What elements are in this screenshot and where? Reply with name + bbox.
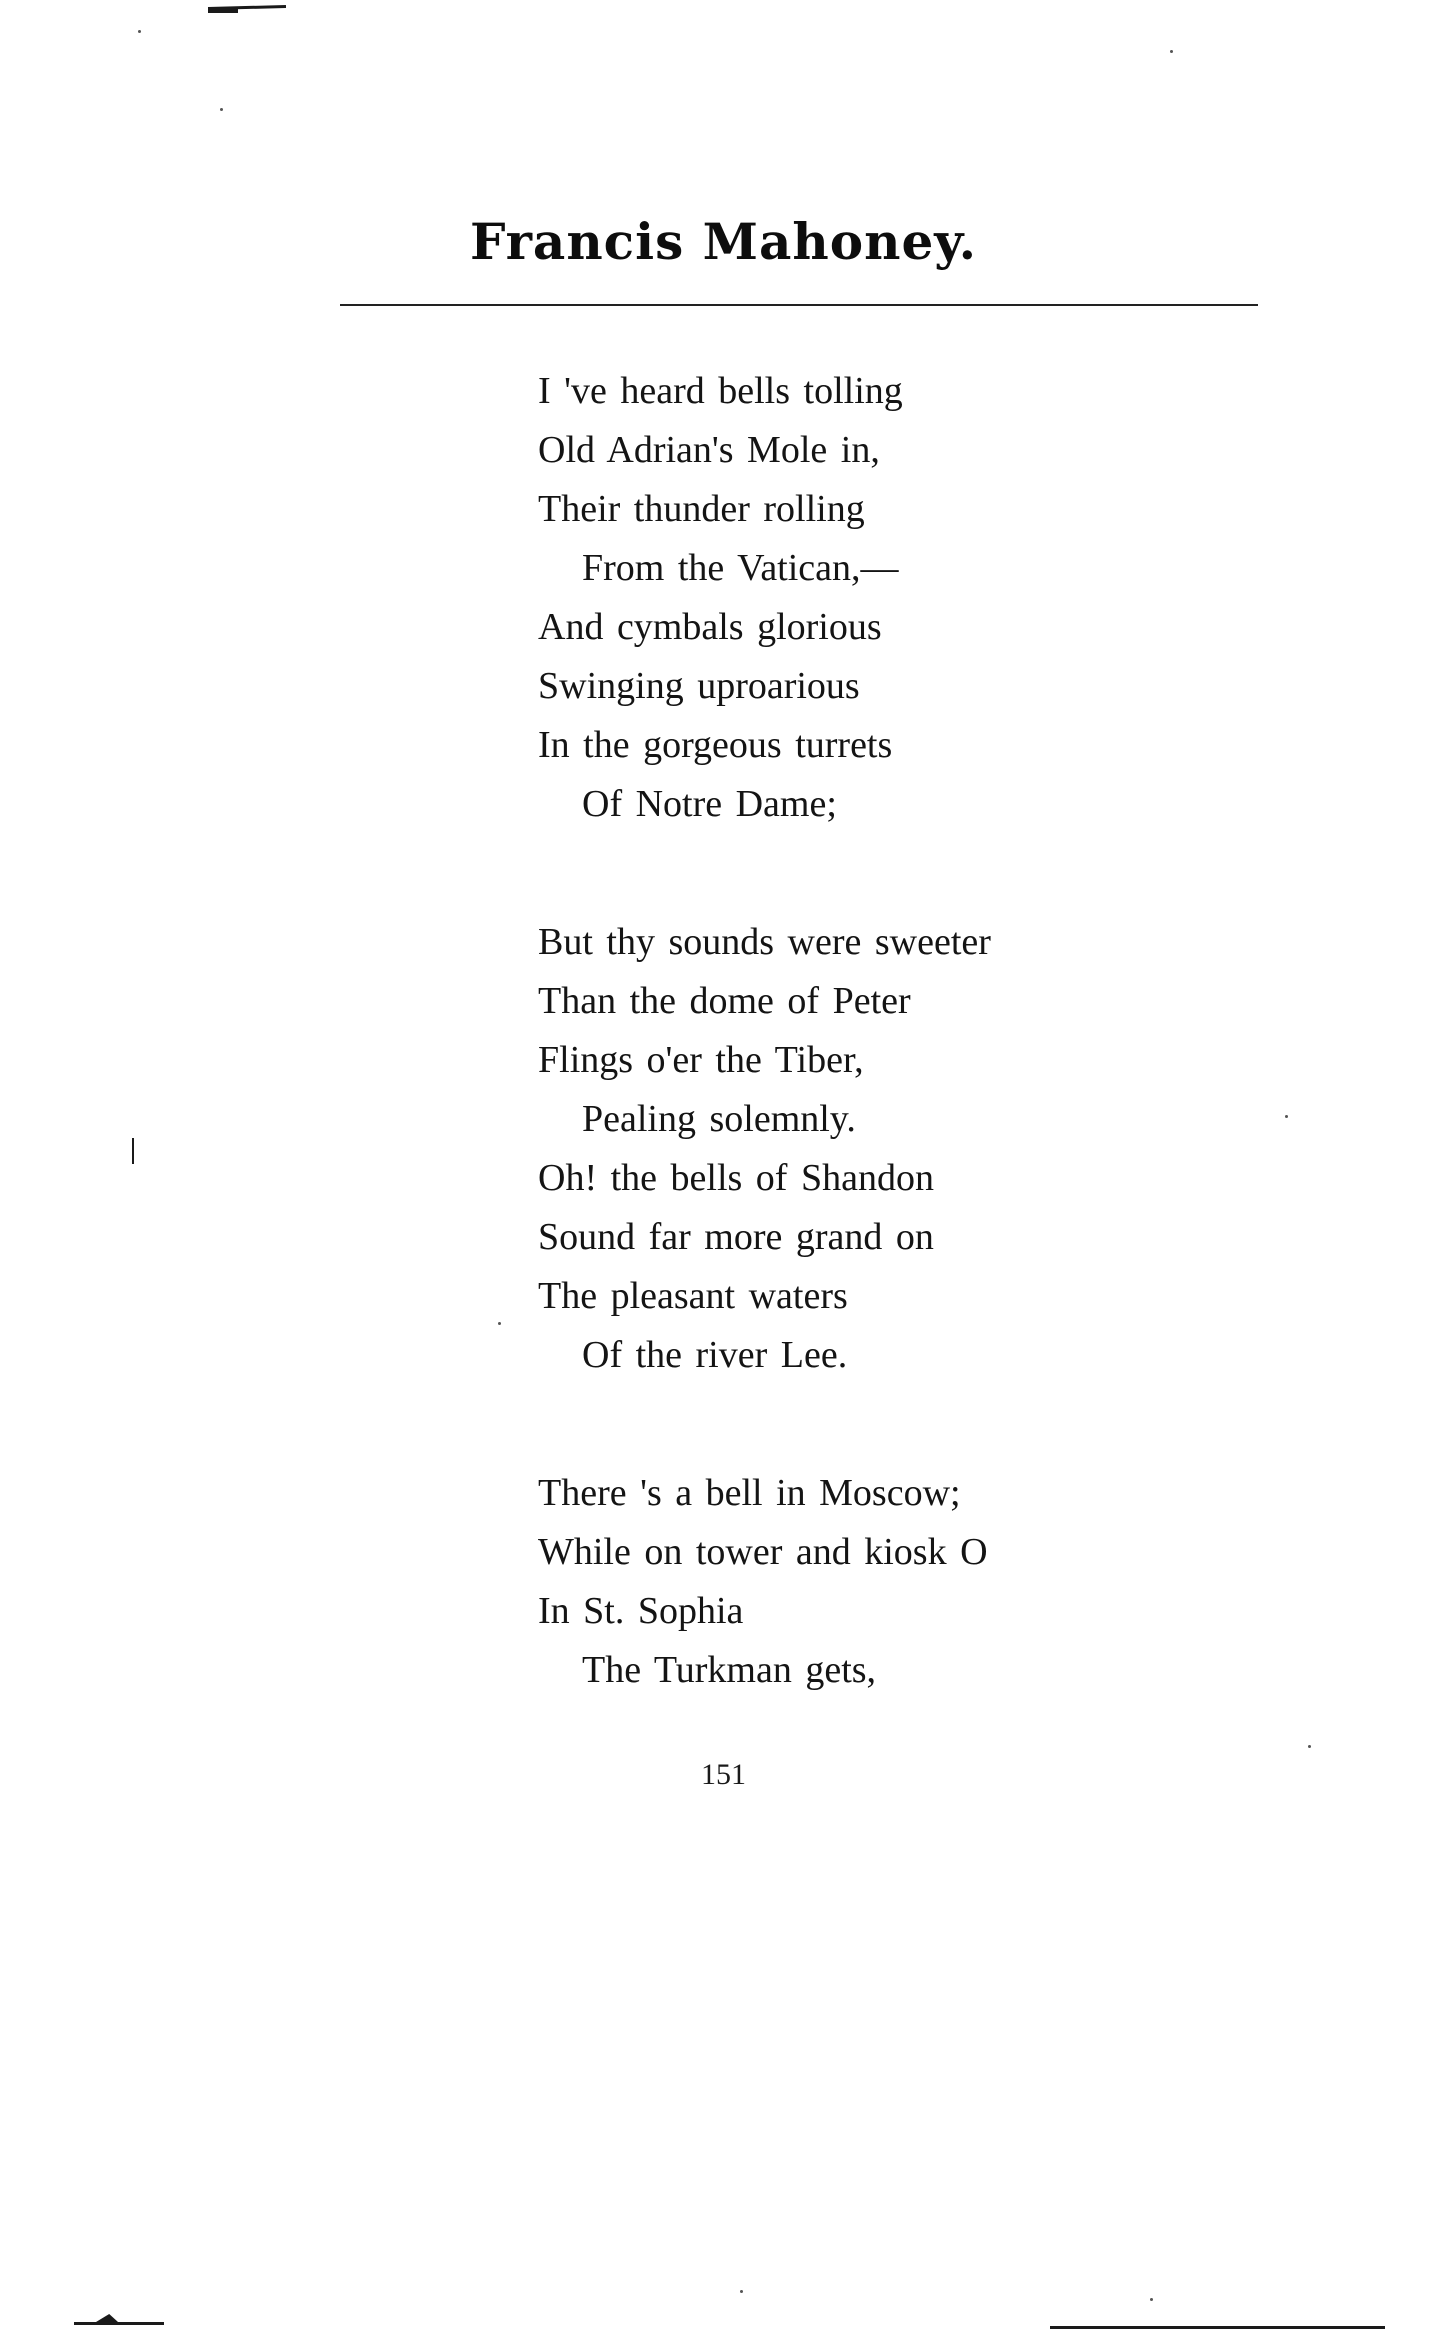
poem-line: Pealing solemnly.	[582, 1098, 856, 1140]
scan-speck	[740, 2290, 743, 2293]
poem-line: While on tower and kiosk O	[538, 1531, 988, 1573]
stanza-3	[538, 1464, 1158, 1700]
poem-line: The Turkman gets,	[582, 1649, 877, 1691]
scan-mark-bottom-left	[74, 2322, 164, 2325]
poem-body	[538, 362, 1158, 1779]
scan-mark-left	[132, 1138, 134, 1164]
poem-line: Than the dome of Peter	[538, 980, 911, 1022]
poem-line: In the gorgeous turrets	[538, 724, 893, 766]
poem-line: I 've heard bells tolling	[538, 370, 903, 412]
stanza-2	[538, 913, 1158, 1385]
scan-mark-top-stub	[208, 9, 238, 13]
scan-mark-bottom-right	[1050, 2326, 1385, 2329]
poem-line: There 's a bell in Moscow;	[538, 1472, 961, 1514]
poem-line: The pleasant waters	[538, 1275, 848, 1317]
scan-speck	[498, 1322, 501, 1325]
header-rule	[340, 304, 1258, 306]
poem-line: In St. Sophia	[538, 1590, 744, 1632]
running-header-title: Francis Mahoney.	[469, 212, 978, 271]
poem-line: But thy sounds were sweeter	[538, 921, 991, 963]
scan-mark-bottom-left-tip	[96, 2314, 118, 2322]
poem-line: Flings o'er the Tiber,	[538, 1039, 864, 1081]
scan-speck	[220, 108, 223, 111]
scan-speck	[1308, 1745, 1311, 1748]
poem-line: Swinging uproarious	[538, 665, 860, 707]
page-number: 151	[701, 1758, 746, 1791]
poem-line: Of the river Lee.	[582, 1334, 848, 1376]
scan-speck	[1285, 1115, 1288, 1118]
poem-line: From the Vatican,—	[582, 547, 899, 589]
poem-line: And cymbals glorious	[538, 606, 882, 648]
scan-speck	[1170, 50, 1173, 53]
poem-line: Of Notre Dame;	[582, 783, 837, 825]
scan-speck	[138, 30, 141, 33]
poem-line: Their thunder rolling	[538, 488, 865, 530]
poem-line: Oh! the bells of Shandon	[538, 1157, 934, 1199]
scan-speck	[1150, 2298, 1153, 2301]
poem-line: Old Adrian's Mole in,	[538, 429, 880, 471]
stanza-1	[538, 362, 1158, 834]
poem-line: Sound far more grand on	[538, 1216, 934, 1258]
